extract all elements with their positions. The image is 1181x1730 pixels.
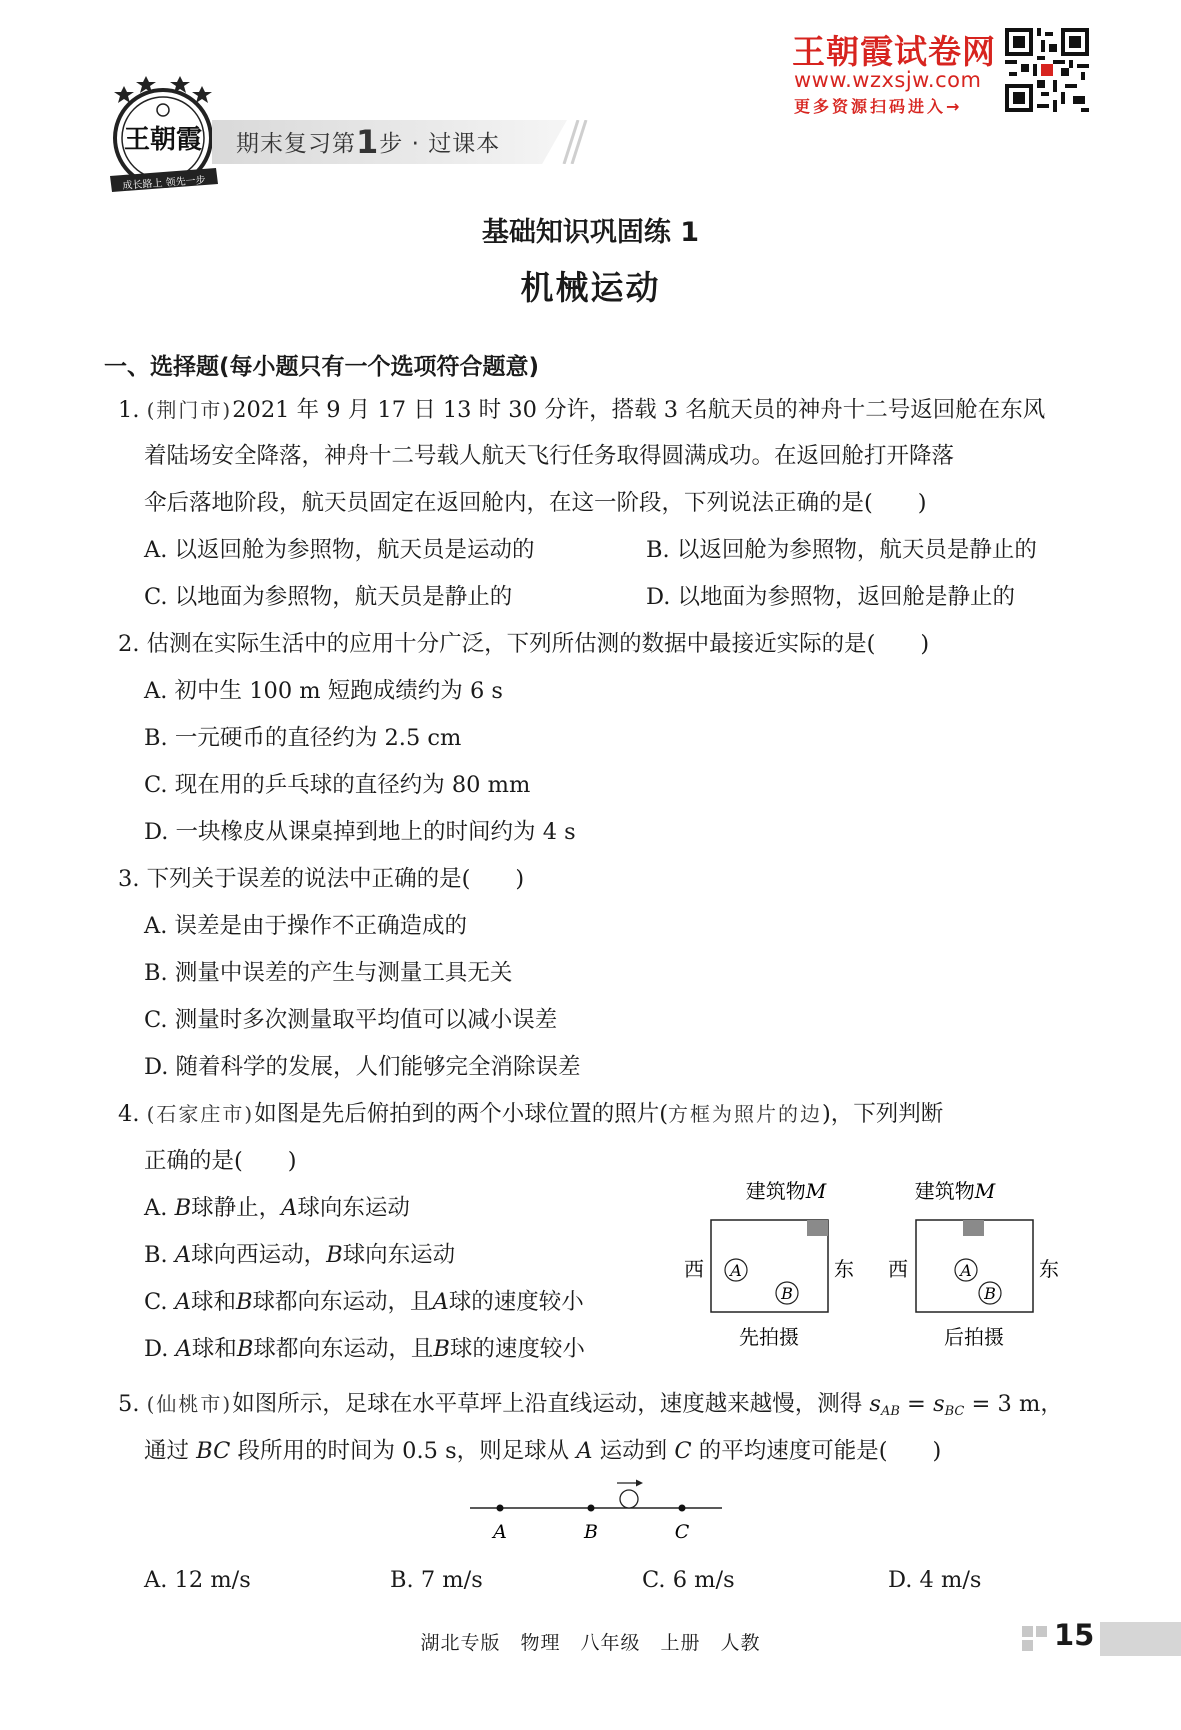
svg-text:B: B [781, 1284, 793, 1303]
page-bar [1100, 1622, 1181, 1656]
q2-option-b[interactable]: B. 一元硬币的直径约为 2.5 cm [144, 725, 462, 751]
page-number: 15 [1054, 1618, 1095, 1652]
q5-figure [460, 1478, 740, 1558]
q5-point-c [679, 1505, 686, 1512]
q4-east-label-2: 东 [1039, 1257, 1059, 1281]
q4-west-label-2: 西 [888, 1257, 908, 1281]
q4-option-c[interactable]: C. A球和B球都向东运动，且A球的速度较小 [144, 1289, 584, 1315]
q1-option-b[interactable]: B. 以返回舱为参照物，航天员是静止的 [646, 537, 1037, 563]
q3-option-c[interactable]: C. 测量时多次测量取平均值可以减小误差 [144, 1007, 558, 1033]
page-title: 基础知识巩固练 1 [481, 217, 700, 248]
svg-text:成长路上 领先一步: 成长路上 领先一步 [122, 175, 206, 192]
svg-text:C: C [674, 1521, 690, 1543]
q4-building-label-1: 建筑物M [745, 1179, 827, 1203]
q5-point-b [588, 1505, 595, 1512]
q4-east-label-1: 东 [834, 1257, 854, 1281]
q5-ball-icon [620, 1490, 638, 1508]
q4-figure [672, 1168, 1072, 1368]
q4-line-2: 正确的是( ) [144, 1148, 297, 1174]
q4-caption-1: 先拍摄 [739, 1325, 799, 1349]
q1-option-c[interactable]: C. 以地面为参照物，航天员是静止的 [144, 584, 513, 610]
brand-seal-logo [104, 72, 222, 200]
q4-caption-2: 后拍摄 [944, 1325, 1004, 1349]
q2-stem: 2. 估测在实际生活中的应用十分广泛，下列所估测的数据中最接近实际的是( ) [118, 631, 930, 657]
banner-label: 期末复习第1步 · 过课本 [236, 123, 501, 161]
q5-option-a[interactable]: A. 12 m/s [144, 1567, 251, 1593]
q3-option-b[interactable]: B. 测量中误差的产生与测量工具无关 [144, 960, 513, 986]
q3-option-a[interactable]: A. 误差是由于操作不正确造成的 [144, 913, 468, 939]
svg-text:A: A [493, 1521, 507, 1543]
q2-option-d[interactable]: D. 一块橡皮从课桌掉到地上的时间约为 4 s [144, 819, 576, 845]
q2-option-a[interactable]: A. 初中生 100 m 短跑成绩约为 6 s [144, 678, 503, 704]
svg-text:A: A [960, 1261, 972, 1280]
q5-option-c[interactable]: C. 6 m/s [642, 1567, 735, 1593]
q1-line-1: 1. (荆门市)2021 年 9 月 17 日 13 时 30 分许，搭载 3 名航天员的神舟十二号返回舱在东风 [118, 397, 1046, 423]
q4-building-m-2 [963, 1220, 984, 1236]
brand-url[interactable]: www.wzxsjw.com [794, 68, 982, 92]
q1-line-3: 伞后落地阶段，航天员固定在返回舱内，在这一阶段，下列说法正确的是( ) [144, 490, 927, 516]
footer-edition: 湖北专版 物理 八年级 上册 人教 [420, 1632, 761, 1654]
q4-building-m-1 [807, 1220, 828, 1236]
q3-option-d[interactable]: D. 随着科学的发展，人们能够完全消除误差 [144, 1054, 581, 1080]
q5-point-a [497, 1505, 504, 1512]
q4-line-1: 4. (石家庄市)如图是先后俯拍到的两个小球位置的照片(方框为照片的边)，下列判断 [118, 1101, 944, 1127]
banner-stripes [548, 120, 588, 164]
svg-text:王朝霞: 王朝霞 [123, 125, 203, 155]
section-heading: 一、选择题(每小题只有一个选项符合题意) [104, 354, 540, 380]
q4-west-label-1: 西 [684, 1257, 704, 1281]
q5-option-d[interactable]: D. 4 m/s [888, 1567, 982, 1593]
q4-building-label-2: 建筑物M [914, 1179, 996, 1203]
q5-line-2: 通过 BC 段所用的时间为 0.5 s，则足球从 A 运动到 C 的平均速度可能是( ) [144, 1438, 942, 1464]
brand-title: 王朝霞试卷网 [792, 32, 996, 71]
page-marker-icon [1022, 1626, 1048, 1652]
svg-text:B: B [584, 1521, 598, 1543]
q3-stem: 3. 下列关于误差的说法中正确的是( ) [118, 866, 525, 892]
q4-option-d[interactable]: D. A球和B球都向东运动，且B球的速度较小 [144, 1336, 585, 1362]
q1-option-d[interactable]: D. 以地面为参照物，返回舱是静止的 [646, 584, 1016, 610]
svg-text:B: B [984, 1284, 996, 1303]
svg-text:A: A [730, 1261, 742, 1280]
q4-option-b[interactable]: B. A球向西运动，B球向东运动 [144, 1242, 456, 1268]
page-subtitle: 机械运动 [520, 268, 661, 307]
q1-line-2: 着陆场安全降落，神舟十二号载人航天飞行任务取得圆满成功。在返回舱打开降落 [144, 443, 955, 469]
q4-option-a[interactable]: A. B球静止，A球向东运动 [144, 1195, 410, 1221]
q1-option-a[interactable]: A. 以返回舱为参照物，航天员是运动的 [144, 537, 535, 563]
qr-code-icon[interactable] [1005, 28, 1089, 112]
q5-line-1: 5. (仙桃市)如图所示，足球在水平草坪上沿直线运动，速度越来越慢，测得 $s_{AB} = s_{BC} = 3$ m， [118, 1391, 1063, 1419]
q5-option-b[interactable]: B. 7 m/s [390, 1567, 483, 1593]
brand-subtitle: 更多资源扫码进入→ [794, 97, 963, 116]
q2-option-c[interactable]: C. 现在用的乒乓球的直径约为 80 mm [144, 772, 531, 798]
